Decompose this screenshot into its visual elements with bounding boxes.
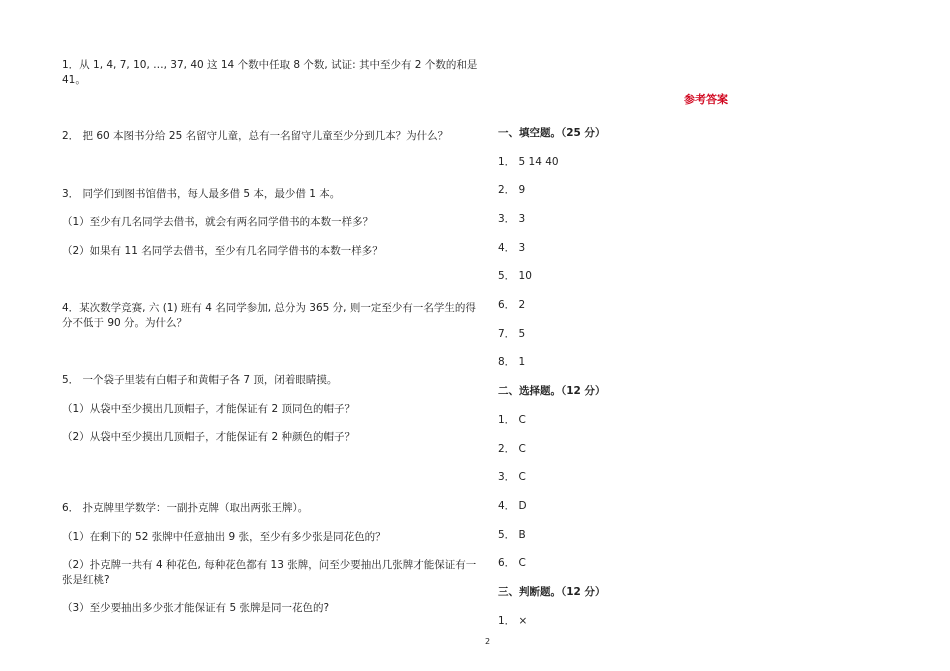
page-number: 2: [485, 637, 491, 646]
question-4-line-2: 分不低于 90 分。为什么？: [62, 317, 188, 329]
question-5: 5． 一个袋子里装有白帽子和黄帽子各 7 顶，闭着眼睛摸。: [62, 374, 338, 386]
question-6-sub-3: （3）至少要抽出多少张才能保证有 5 张牌是同一花色的?: [62, 602, 330, 614]
question-6-sub-1: （1）在剩下的 52 张牌中任意抽出 9 张，至少有多少张是同花色的？: [62, 531, 386, 543]
question-5-sub-2: （2）从袋中至少摸出几顶帽子，才能保证有 2 种颜色的帽子？: [62, 431, 356, 443]
section-1-answer: 7． 5: [498, 328, 526, 340]
question-2: 2． 把 60 本图书分给 25 名留守儿童，总有一名留守儿童至少分到几本？为什么？: [62, 130, 449, 142]
question-5-sub-1: （1）从袋中至少摸出几顶帽子，才能保证有 2 顶同色的帽子？: [62, 403, 356, 415]
section-2-heading: 二、选择题。（12 分）: [498, 385, 606, 397]
section-2-answer: 6． C: [498, 557, 526, 569]
question-1-line-1: 1．从 1, 4, 7, 10, …, 37, 40 这 14 个数中任取 8 个数, 试证: 其中至少有 2 个数的和是: [62, 59, 478, 71]
question-3: 3． 同学们到图书馆借书，每人最多借 5 本，最少借 1 本。: [62, 188, 341, 200]
question-3-sub-2: （2）如果有 11 名同学去借书，至少有几名同学借书的本数一样多？: [62, 245, 383, 257]
question-6-sub-2-line-2: 张是红桃?: [62, 574, 110, 586]
section-2-answer: 3． C: [498, 471, 526, 483]
answer-key-title: 参考答案: [684, 93, 728, 106]
question-4-line-1: 4．某次数学竞赛, 六 (1) 班有 4 名同学参加, 总分为 365 分, 则一定至少有一名学生的得: [62, 302, 476, 314]
section-1-answer: 6． 2: [498, 299, 526, 311]
section-3-heading: 三、判断题。（12 分）: [498, 586, 606, 598]
section-1-answer: 1． 5 14 40: [498, 156, 559, 168]
section-2-answer: 2． C: [498, 443, 526, 455]
section-1-answer: 5． 10: [498, 270, 532, 282]
section-1-heading: 一、填空题。（25 分）: [498, 127, 606, 139]
section-1-answer: 2． 9: [498, 184, 526, 196]
question-1-line-2: 41。: [62, 74, 86, 86]
question-3-sub-1: （1）至少有几名同学去借书，就会有两名同学借书的本数一样多？: [62, 216, 374, 228]
section-1-answer: 8． 1: [498, 356, 526, 368]
question-6-sub-2-line-1: （2）扑克牌一共有 4 种花色, 每种花色都有 13 张牌，问至少要抽出几张牌才能保证有一: [62, 559, 477, 571]
section-1-answer: 4． 3: [498, 242, 526, 254]
section-2-answer: 1． C: [498, 414, 526, 426]
section-3-answer: 1． ×: [498, 615, 528, 627]
question-6: 6． 扑克牌里学数学：一副扑克牌（取出两张王牌）。: [62, 502, 309, 514]
section-2-answer: 5． B: [498, 529, 526, 541]
section-1-answer: 3． 3: [498, 213, 526, 225]
section-2-answer: 4． D: [498, 500, 527, 512]
